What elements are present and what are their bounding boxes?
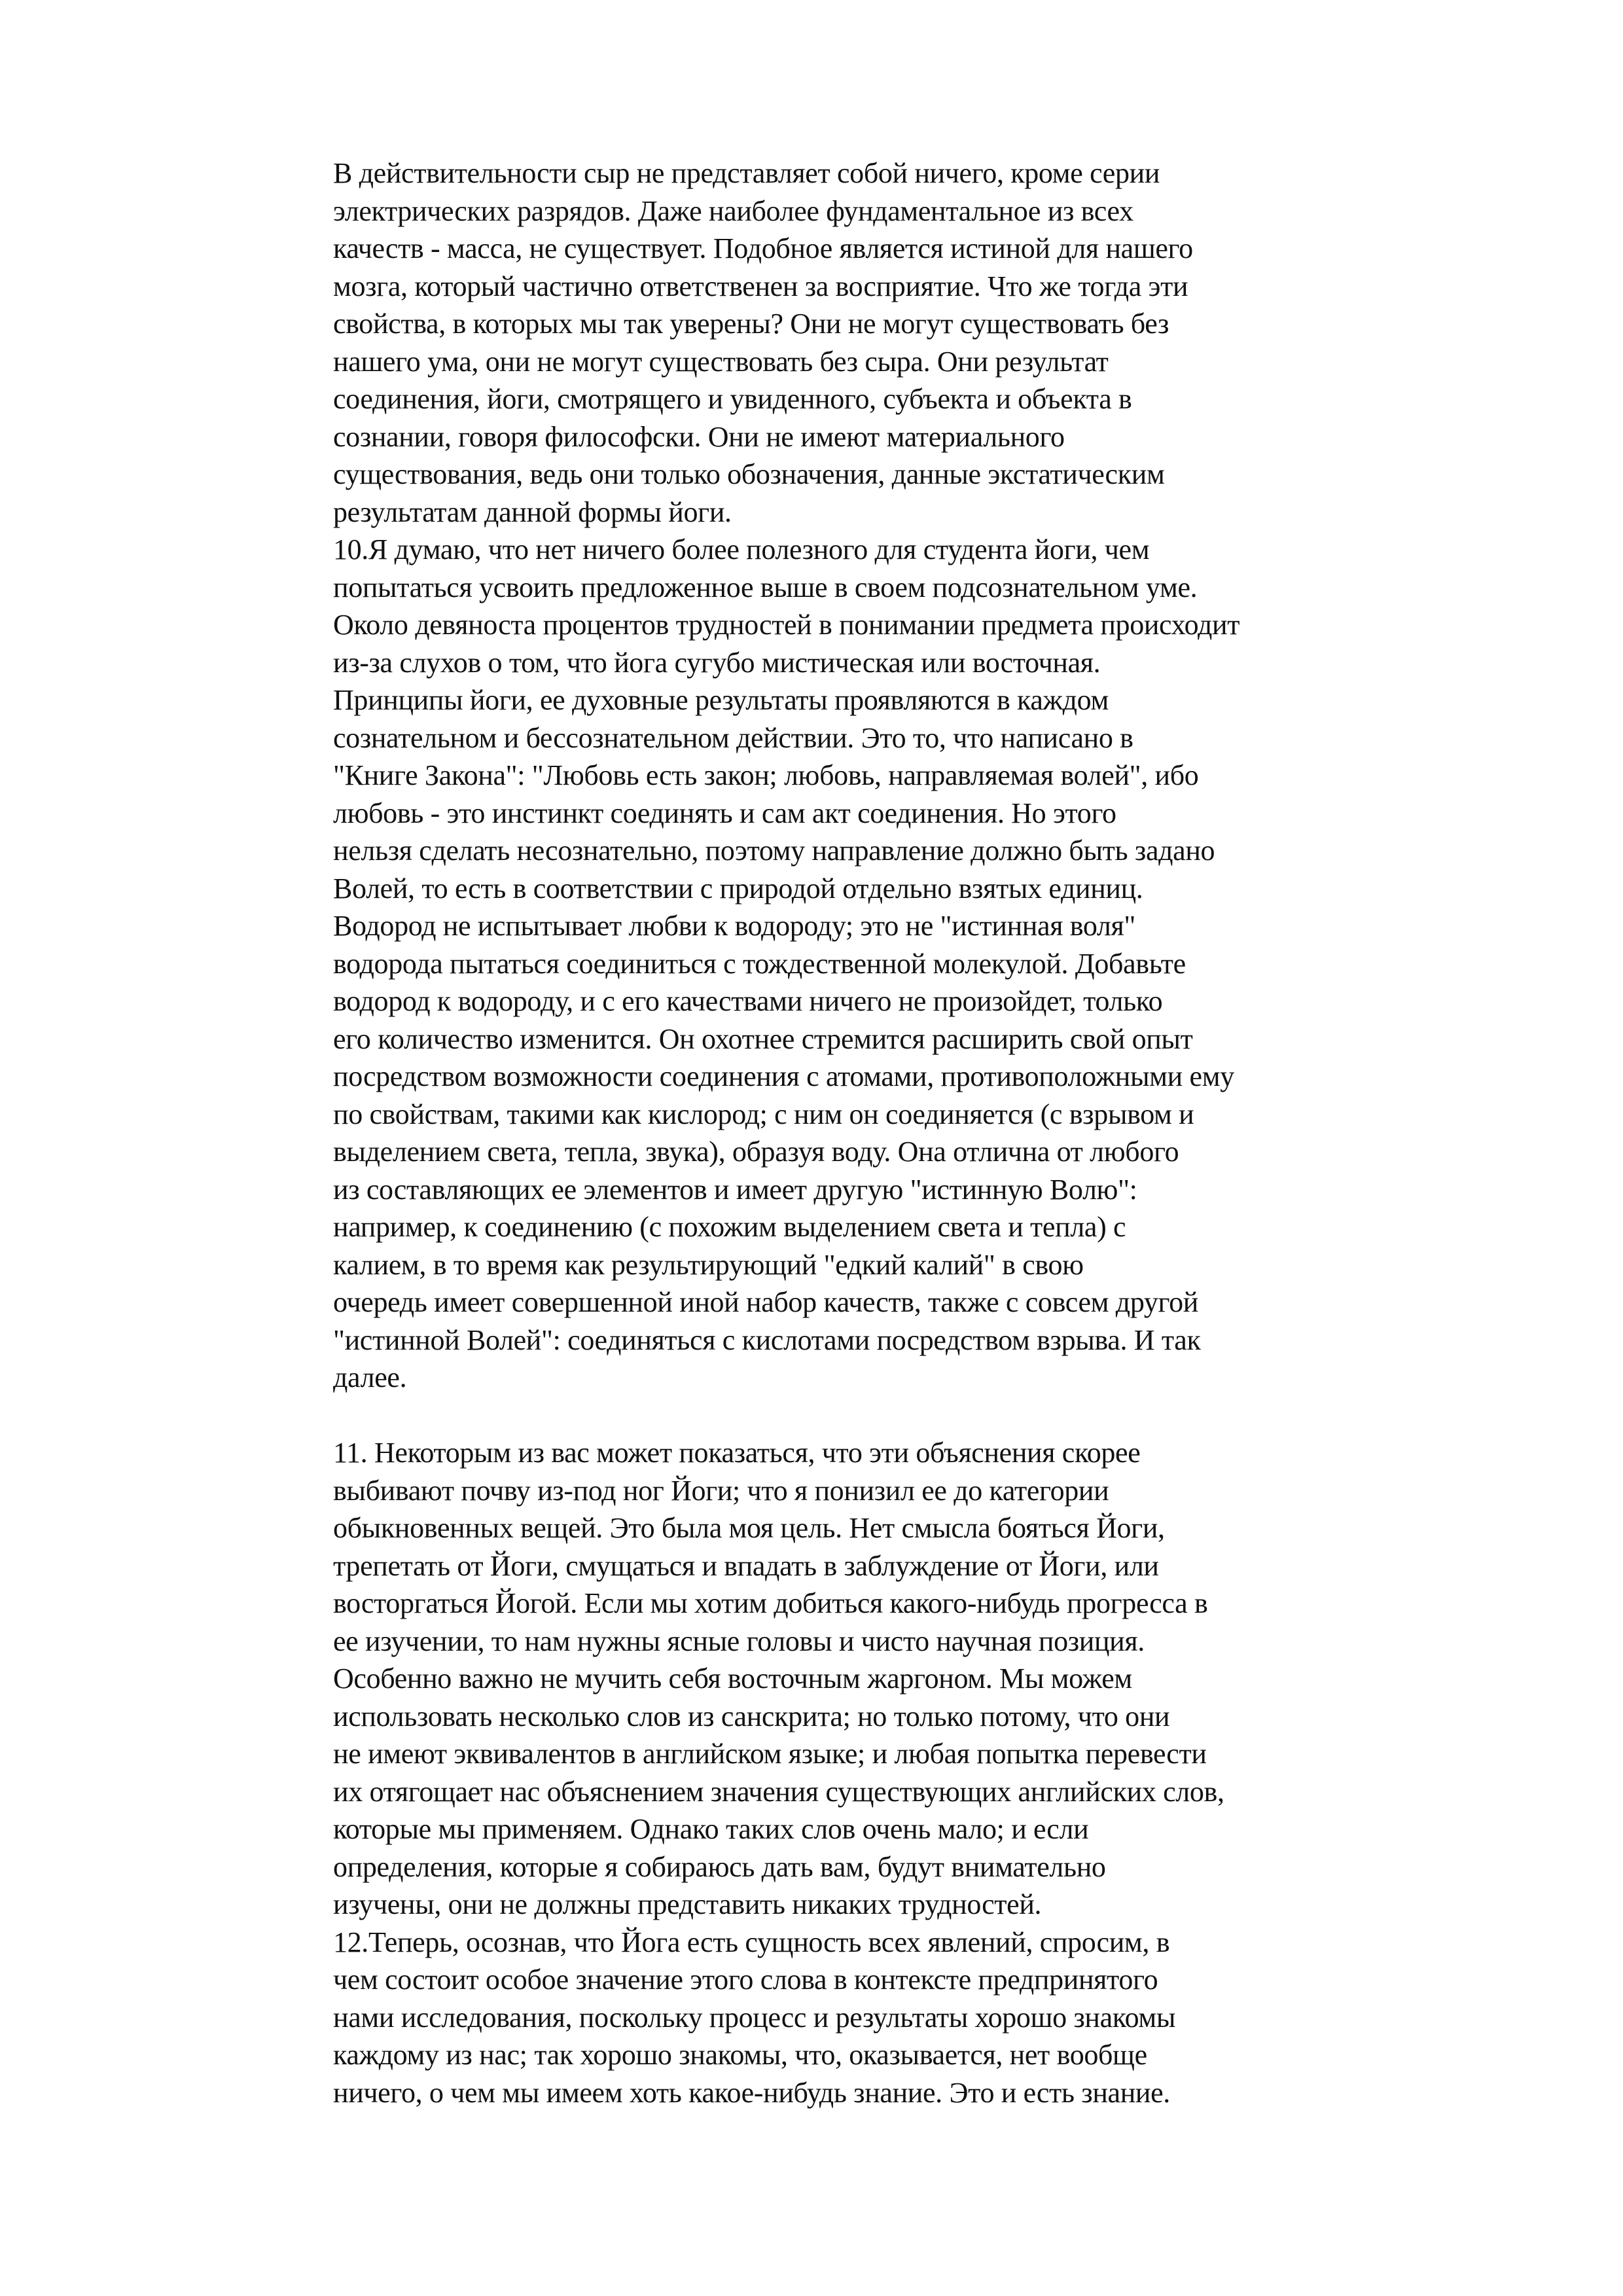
text-line: каждому из нас; так хорошо знакомы, что, оказывается, нет вообще <box>333 2039 1147 2071</box>
text-line: выбивают почву из-под ног Йоги; что я понизил ее до категории <box>333 1474 1109 1507</box>
text-line: очередь имеет совершенной иной набор качеств, также с совсем другой <box>333 1286 1198 1318</box>
text-line: водорода пытаться соединиться с тождественной молекулой. Добавьте <box>333 947 1186 980</box>
text-line: любовь - это инстинкт соединять и сам акт соединения. Но этого <box>333 797 1116 829</box>
text-line: водород к водороду, и с его качествами ничего не произойдет, только <box>333 985 1163 1017</box>
text-line: ее изучении, то нам нужны ясные головы и чисто научная позиция. <box>333 1624 1145 1657</box>
text-line: результатам данной формы йоги. <box>333 495 732 528</box>
text-line: посредством возможности соединения с атомами, противоположными ему <box>333 1060 1234 1092</box>
text-line: например, к соединению (с похожим выделением света и тепла) с <box>333 1211 1126 1243</box>
text-line: не имеют эквивалентов в английском языке; и любая попытка перевести <box>333 1738 1207 1770</box>
text-line: Принципы йоги, ее духовные результаты проявляются в каждом <box>333 684 1109 716</box>
text-line: нельзя сделать несознательно, поэтому направление должно быть задано <box>333 834 1215 867</box>
text-line: Около девяноста процентов трудностей в понимании предмета происходит <box>333 609 1240 641</box>
paragraph-gap <box>333 1397 1446 1435</box>
text-line: далее. <box>333 1361 407 1393</box>
text-line: из составляющих ее элементов и имеет другую "истинную Волю": <box>333 1173 1137 1206</box>
text-line: изучены, они не должны представить никаких трудностей. <box>333 1888 1042 1920</box>
text-line: их отягощает нас объяснением значения существующих английских слов, <box>333 1775 1224 1808</box>
text-line: использовать несколько слов из санскрита; но только потому, что они <box>333 1700 1170 1732</box>
text-line: мозга, который частично ответственен за восприятие. Что же тогда эти <box>333 270 1188 302</box>
text-line: соединения, йоги, смотрящего и увиденного, субъекта и объекта в <box>333 383 1132 415</box>
text-line: сознательном и бессознательном действии. Это то, что написано в <box>333 721 1133 754</box>
text-line: В действительности сыр не представляет собой ничего, кроме серии <box>333 157 1160 189</box>
text-line: 10.Я думаю, что нет ничего более полезного для студента йоги, чем <box>333 533 1150 565</box>
text-line: свойства, в которых мы так уверены? Они не могут существовать без <box>333 308 1169 340</box>
text-line: 12.Теперь, осознав, что Йога есть сущность всех явлений, спросим, в <box>333 1926 1170 1958</box>
text-line: Особенно важно не мучить себя восточным жаргоном. Мы можем <box>333 1662 1132 1695</box>
text-line: трепетать от Йоги, смущаться и впадать в заблуждение от Йоги, или <box>333 1549 1159 1582</box>
text-line: попытаться усвоить предложенное выше в своем подсознательном уме. <box>333 571 1198 603</box>
text-line: из-за слухов о том, что йога сугубо мистическая или восточная. <box>333 646 1101 679</box>
text-line: "истинной Волей": соединяться с кислотами посредством взрыва. И так <box>333 1323 1201 1356</box>
text-line: определения, которые я собираюсь дать вам, будут внимательно <box>333 1850 1106 1883</box>
text-line: качеств - масса, не существует. Подобное является истиной для нашего <box>333 232 1193 264</box>
text-line: Волей, то есть в соответствии с природой отдельно взятых единиц. <box>333 872 1143 905</box>
text-line: калием, в то время как результирующий "едкий калий" в свою <box>333 1248 1084 1281</box>
text-line: ничего, о чем мы имеем хоть какое-нибудь знание. Это и есть знание. <box>333 2076 1170 2109</box>
text-line: по свойствам, такими как кислород; с ним он соединяется (с взрывом и <box>333 1098 1194 1130</box>
text-line: восторгаться Йогой. Если мы хотим добиться какого-нибудь прогресса в <box>333 1587 1208 1619</box>
text-line: обыкновенных вещей. Это была моя цель. Нет смысла бояться Йоги, <box>333 1512 1165 1544</box>
text-line: его количество изменится. Он охотнее стремится расширить свой опыт <box>333 1022 1193 1055</box>
text-line: которые мы применяем. Однако таких слов очень мало; и если <box>333 1813 1089 1845</box>
text-line: 11. Некоторым из вас может показаться, что эти объяснения скорее <box>333 1437 1141 1469</box>
text-line: выделением света, тепла, звука), образуя воду. Она отлична от любого <box>333 1136 1179 1168</box>
text-line: существования, ведь они только обозначения, данные экстатическим <box>333 458 1165 490</box>
text-line: сознании, говоря философски. Они не имеют материального <box>333 420 1065 453</box>
text-line: нами исследования, поскольку процесс и результаты хорошо знакомы <box>333 2001 1176 2034</box>
text-line: чем состоит особое значение этого слова в контексте предпринятого <box>333 1964 1158 1996</box>
text-line: электрических разрядов. Даже наиболее фундаментальное из всех <box>333 194 1133 227</box>
document-body-text <box>333 154 1446 2111</box>
text-line: Водород не испытывает любви к водороду; это не "истинная воля" <box>333 910 1136 942</box>
text-line: нашего ума, они не могут существовать без сыра. Они результат <box>333 345 1109 378</box>
text-line: "Книге Закона": "Любовь есть закон; любовь, направляемая волей", ибо <box>333 759 1199 791</box>
